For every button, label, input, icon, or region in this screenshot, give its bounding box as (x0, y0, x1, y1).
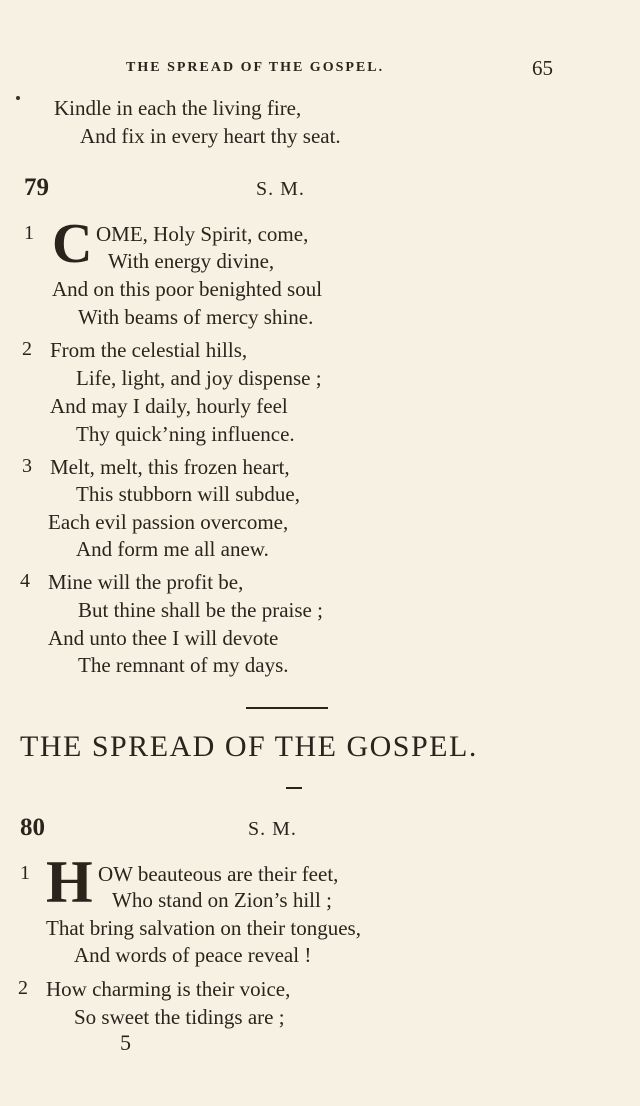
verse-line: Life, light, and joy dispense ; (76, 366, 322, 390)
verse-line: Thy quick’ning influence. (76, 422, 295, 446)
verse-number: 1 (24, 222, 34, 244)
section-rule (246, 707, 328, 709)
signature-mark: 5 (120, 1030, 131, 1055)
hymn-meter: S. M. (256, 178, 305, 200)
verse-line: OW beauteous are their feet, (98, 862, 339, 886)
verse-line: That bring salvation on their tongues, (46, 916, 361, 940)
verse-line: Who stand on Zion’s hill ; (112, 888, 332, 912)
verse-line: And may I daily, hourly feel (50, 394, 288, 418)
short-rule (286, 787, 302, 789)
continuation-line: Kindle in each the living fire, (54, 96, 302, 120)
verse-line: And on this poor benighted soul (52, 277, 323, 301)
verse-line: This stubborn will subdue, (76, 482, 300, 506)
drop-cap: C (52, 213, 93, 275)
verse-line: From the celestial hills, (50, 338, 248, 362)
running-head: THE SPREAD OF THE GOSPEL. (126, 60, 385, 75)
hymn-number: 80 (20, 814, 45, 841)
verse-line: With beams of mercy shine. (78, 305, 314, 329)
verse-line: How charming is their voice, (46, 977, 291, 1001)
hymn-meter: S. M. (248, 818, 297, 840)
page-number: 65 (532, 56, 553, 80)
verse-number: 2 (18, 977, 28, 999)
verse-line: And words of peace reveal ! (74, 943, 312, 967)
verse-number: 1 (20, 862, 30, 884)
verse-line: Mine will the profit be, (48, 570, 244, 594)
ink-mark (16, 96, 20, 100)
continuation-line: And fix in every heart thy seat. (80, 124, 341, 148)
hymn-number: 79 (24, 174, 49, 201)
verse-line: OME, Holy Spirit, come, (96, 222, 309, 246)
verse-number: 3 (22, 455, 32, 477)
verse-line: And unto thee I will devote (48, 626, 279, 650)
verse-number: 4 (20, 570, 30, 592)
verse-line: Melt, melt, this frozen heart, (50, 455, 290, 479)
section-title: THE SPREAD OF THE GOSPEL. (20, 730, 478, 763)
verse-line: And form me all anew. (76, 537, 269, 561)
verse-line: Each evil passion overcome, (48, 510, 289, 534)
verse-line: With energy divine, (108, 249, 275, 273)
verse-line: The remnant of my days. (78, 653, 289, 677)
drop-cap: H (46, 849, 93, 915)
verse-number: 2 (22, 338, 32, 360)
verse-line: But thine shall be the praise ; (78, 598, 323, 622)
verse-line: So sweet the tidings are ; (74, 1005, 285, 1029)
